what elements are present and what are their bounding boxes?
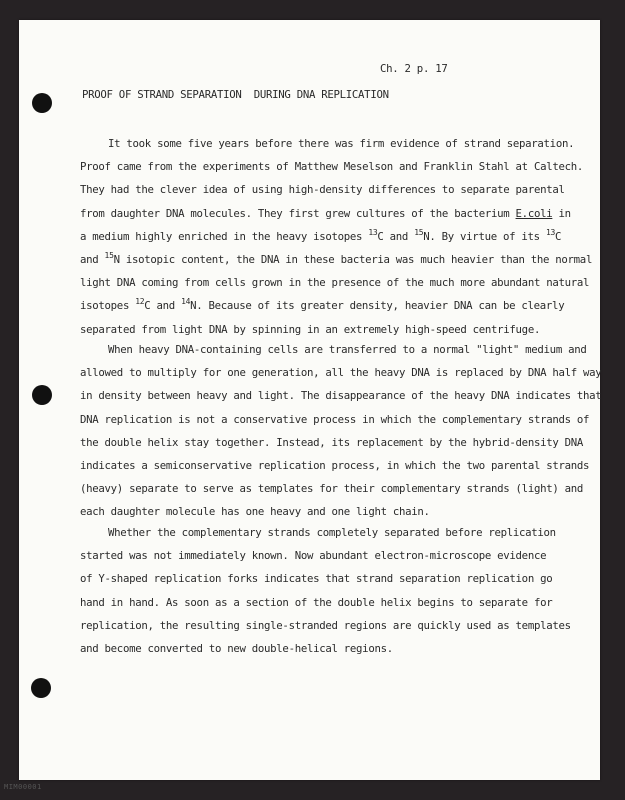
punch-hole [32, 385, 52, 405]
text-line: hand in hand. As soon as a section of the double helix begins to separate for [80, 596, 553, 609]
text-segment: in [552, 207, 571, 220]
text-line: replication, the resulting single-stranded regions are quickly used as templates [80, 619, 571, 632]
isotope-superscript: 13 [545, 228, 555, 237]
isotope-superscript: 15 [104, 251, 114, 260]
isotope-superscript: 13 [368, 228, 378, 237]
text-segment: and [80, 253, 105, 266]
text-line: They had the clever idea of using high-density differences to separate parental [80, 183, 565, 196]
text-segment: C [554, 230, 562, 243]
text-segment: isotopes [80, 299, 136, 312]
text-segment: N. Because of its greater density, heavier DNA can be clearly [190, 299, 565, 312]
text-line: allowed to multiply for one generation, all the heavy DNA is replaced by DNA half way [80, 366, 602, 379]
isotope-superscript: 12 [135, 297, 145, 306]
text-line: (heavy) separate to serve as templates for their complementary strands (light) and [80, 482, 584, 495]
text-line: It took some five years before there was firm evidence of strand separation. [108, 137, 575, 150]
punch-hole [31, 678, 51, 698]
text-segment: C and [144, 299, 182, 312]
species-name: E.coli [515, 207, 553, 220]
text-line: Whether the complementary strands completely separated before replication [108, 526, 556, 539]
footer-mark: MIM00001 [4, 783, 42, 791]
text-line: light DNA coming from cells grown in the presence of the much more abundant natural [80, 276, 590, 289]
text-line: of Y-shaped replication forks indicates that strand separation replication go [80, 572, 553, 585]
text-segment: a medium highly enriched in the heavy isotopes [80, 230, 369, 243]
text-line: When heavy DNA-containing cells are transferred to a normal "light" medium and [108, 343, 587, 356]
punch-hole [32, 93, 52, 113]
text-line: each daughter molecule has one heavy and one light chain. [80, 505, 430, 518]
isotope-superscript: 14 [181, 297, 191, 306]
text-segment: from daughter DNA molecules. They first grew cultures of the bacterium [80, 207, 516, 220]
text-line: separated from light DNA by spinning in an extremely high-speed centrifuge. [80, 323, 541, 336]
text-line [80, 230, 561, 243]
text-line [80, 207, 571, 220]
isotope-superscript: 15 [414, 228, 424, 237]
text-line: the double helix stay together. Instead, its replacement by the hybrid-density DNA [80, 436, 584, 449]
text-line: DNA replication is not a conservative process in which the complementary strands of [80, 413, 590, 426]
text-line [80, 299, 564, 312]
text-line: indicates a semiconservative replication process, in which the two parental strands [80, 459, 590, 472]
text-segment: N isotopic content, the DNA in these bacteria was much heavier than the normal [113, 253, 593, 266]
text-segment: N. By virtue of its [423, 230, 546, 243]
text-line: Proof came from the experiments of Matthew Meselson and Franklin Stahl at Caltech. [80, 160, 584, 173]
text-line [80, 253, 592, 266]
page-title: PROOF OF STRAND SEPARATION DURING DNA REPLICATION [82, 88, 389, 101]
text-segment: C and [377, 230, 415, 243]
text-line: in density between heavy and light. The disappearance of the heavy DNA indicates that [80, 389, 602, 402]
text-line: started was not immediately known. Now abundant electron-microscope evidence [80, 549, 547, 562]
page-reference: Ch. 2 p. 17 [380, 62, 448, 75]
text-line: and become converted to new double-helical regions. [80, 642, 393, 655]
